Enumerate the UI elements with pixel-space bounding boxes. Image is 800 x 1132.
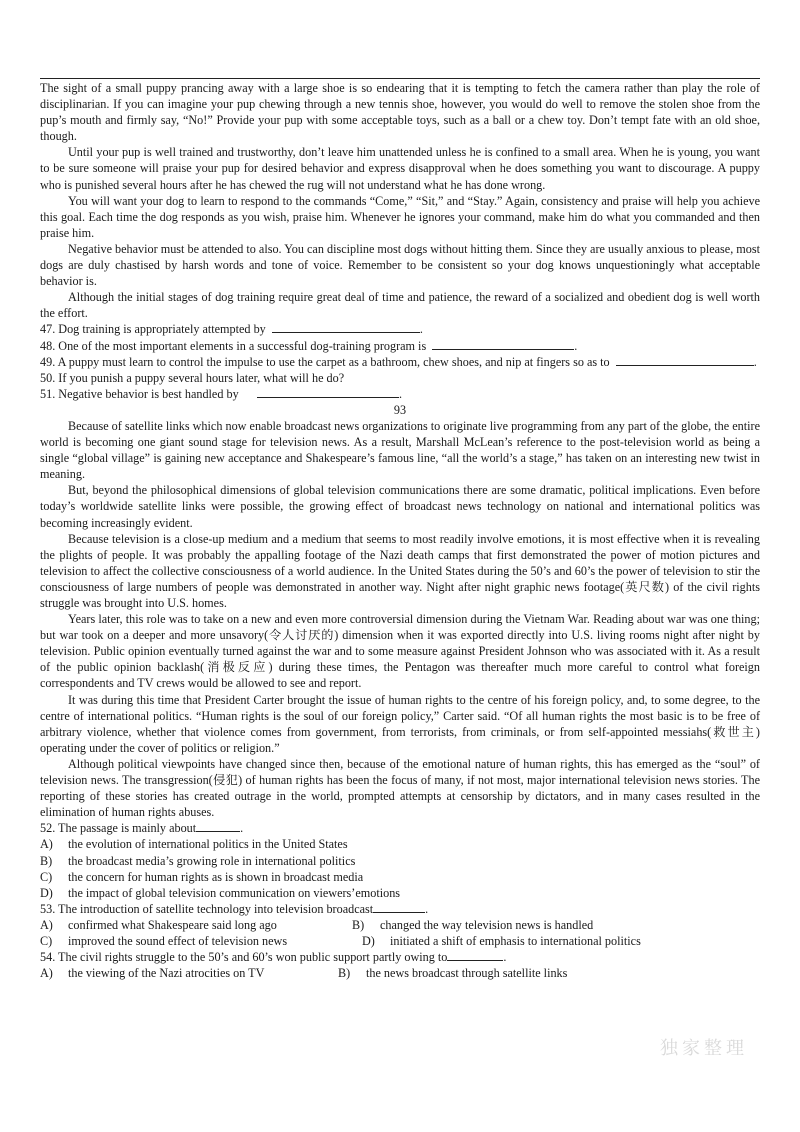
question-51: 51. Negative behavior is best handled by . [40, 386, 402, 401]
exam-page [40, 78, 760, 981]
paragraph: Because of satellite links which now enable broadcast news organizations to originate live programming from any part of the globe, the entire world is becoming one giant sound stage for television news. As a result, Marshall McLean’s reference to the post-television world as being a single “global village” is gaining new acceptance and Shakespeare’s famous line, “all the world’s a stage,” has taken on an interesting new twist in meaning. [40, 418, 760, 482]
option-a[interactable]: A) the viewing of the Nazi atrocities on TV [40, 966, 265, 981]
question-49: 49. A puppy must learn to control the impulse to use the carpet as a bathroom, chew shoes, and nip at fingers so as to . [40, 354, 757, 369]
option-a[interactable]: A) confirmed what Shakespeare said long ago [40, 917, 277, 932]
paragraph: Although political viewpoints have changed since then, because of the emotional nature of human rights, this has emerged as the “soul” of television news. The transgression(侵犯) of human rights has been the focus of many, if not most, major international television news stories. The reporting of these stories has created outrage in the world, prompted attempts at censorship by dictators, and in many cases resulted in the elimination of human rights abuses. [40, 756, 760, 820]
question-47: 47. Dog training is appropriately attempted by . [40, 322, 423, 337]
paragraph: Because television is a close-up medium and a medium that seems to most readily involve emotions, it is most effective when it is revealing the plights of people. It was probably the appalling footage of the Nazi death camps that first demonstrated the power of motion pictures and television to affect the collective consciousness of a world audience. In the United States during the 50’s and 60’s the power of television to stir the consciousness of large numbers of people was demonstrated in another way. Night after night graphic news footage(英尺数) of the civil rights struggle was brought into U.S. homes. [40, 531, 760, 610]
answer-blank[interactable] [272, 321, 420, 333]
answer-blank[interactable] [373, 901, 425, 913]
option-c[interactable]: C) the concern for human rights as is shown in broadcast media [40, 869, 364, 884]
question-stem: 54. The civil rights struggle to the 50’s and 60’s won public support partly owing to . [40, 950, 507, 965]
option-b[interactable]: B) the news broadcast through satellite links [338, 966, 568, 981]
paragraph: But, beyond the philosophical dimensions of global television communications there are some dramatic, political implications. Even before today’s worldwide satellite links were possible, the growing effect of broadcast news technology on national and international politics was becoming increasingly evident. [40, 483, 760, 530]
top-rule [40, 78, 760, 79]
watermark: 独家整理 [660, 1038, 748, 1059]
questions-47-51 [40, 321, 760, 401]
option-b[interactable]: B) changed the way television news is handled [352, 917, 594, 932]
question-stem: 52. The passage is mainly about . [40, 821, 244, 836]
option-b[interactable]: B) the broadcast media’s growing role in international politics [40, 853, 356, 868]
question-48: 48. One of the most important elements in a successful dog-training program is . [40, 338, 578, 353]
passage-dog-training [40, 80, 760, 321]
answer-blank[interactable] [257, 386, 399, 398]
paragraph: Negative behavior must be attended to also. You can discipline most dogs without hitting them. Since they are usually anxious to please, most dogs are duly chastised by harsh words and tone of voice. Remember to be consistent so your dog knows unquestioningly what acceptable behavior is. [40, 241, 760, 289]
option-row [40, 965, 760, 981]
question-52 [40, 820, 760, 900]
option-d[interactable]: D) the impact of global television communication on viewers’emotions [40, 885, 401, 900]
option-d[interactable]: D) initiated a shift of emphasis to international politics [362, 933, 641, 948]
question-50: 50. If you punish a puppy several hours later, what will he do? [40, 370, 345, 385]
question-53 [40, 901, 760, 949]
paragraph: Although the initial stages of dog training require great deal of time and patience, the reward of a socialized and obedient dog is well worth the effort. [40, 290, 760, 321]
passage-global-television [40, 418, 760, 820]
question-stem: 53. The introduction of satellite technology into television broadcast . [40, 901, 429, 916]
paragraph: Years later, this role was to take on a new and even more controversial dimension during the Vietnam War. Reading about war was one thing; but war took on a deeper and more unsavory(令人讨厌的) dimension when it was exported directly into U.S. living rooms night after night by television. Public opinion eventually turned against the war and to some measure against President Johnson who was associated with it. As a result of the public opinion backlash(消极反应) during these times, the Pentagon was thereafter much more careful to control what foreign correspondents and TV crews would be allowed to see and report. [40, 612, 760, 691]
paragraph: Until your pup is well trained and trustworthy, don’t leave him unattended unless he is confined to a small area. When he is young, you want to be sure someone will praise your pup for desired behavior and express disapproval when he does something you want to discourage. A puppy who is punished several hours after he has chewed the rug will not understand what he has done wrong. [40, 145, 760, 192]
answer-blank[interactable] [432, 338, 574, 350]
paragraph: You will want your dog to learn to respond to the commands “Come,” “Sit,” and “Stay.” Again, consistency and praise will help you achieve this goal. Each time the dog responds as you wish, praise him. Whenever he ignores your command, make him do what you commanded and then praise him. [40, 193, 760, 240]
answer-blank[interactable] [616, 354, 754, 366]
option-row [40, 933, 760, 949]
answer-blank[interactable] [196, 820, 240, 832]
option-c[interactable]: C) improved the sound effect of television news [40, 933, 288, 948]
question-54 [40, 949, 760, 981]
paragraph: The sight of a small puppy prancing away with a large shoe is so endearing that it is tempting to fetch the camera rather than play the role of disciplinarian. If you can imagine your pup chewing through a new tennis shoe, however, you would do well to remove the stolen shoe from the pup’s mouth and firmly say, “No!” Provide your pup with some acceptable toys, such as a ball or a chew toy. Don’t tempt fate with an old shoe, though. [40, 81, 760, 144]
option-row [40, 917, 760, 933]
answer-blank[interactable] [447, 949, 503, 961]
page-number: 93 [393, 402, 407, 417]
option-a[interactable]: A) the evolution of international politics in the United States [40, 837, 348, 852]
paragraph: It was during this time that President Carter brought the issue of human rights to the centre of his foreign policy, and, to some degree, to the centre of international politics. “Human rights is the soul of our foreign policy,” Carter said. “Of all human rights the most basic is to be free of arbitrary violence, whether that violence comes from government, from terrorists, from criminals, or from self-appointed messiahs(救世主) operating under the cover of politics or religion.” [40, 692, 760, 755]
